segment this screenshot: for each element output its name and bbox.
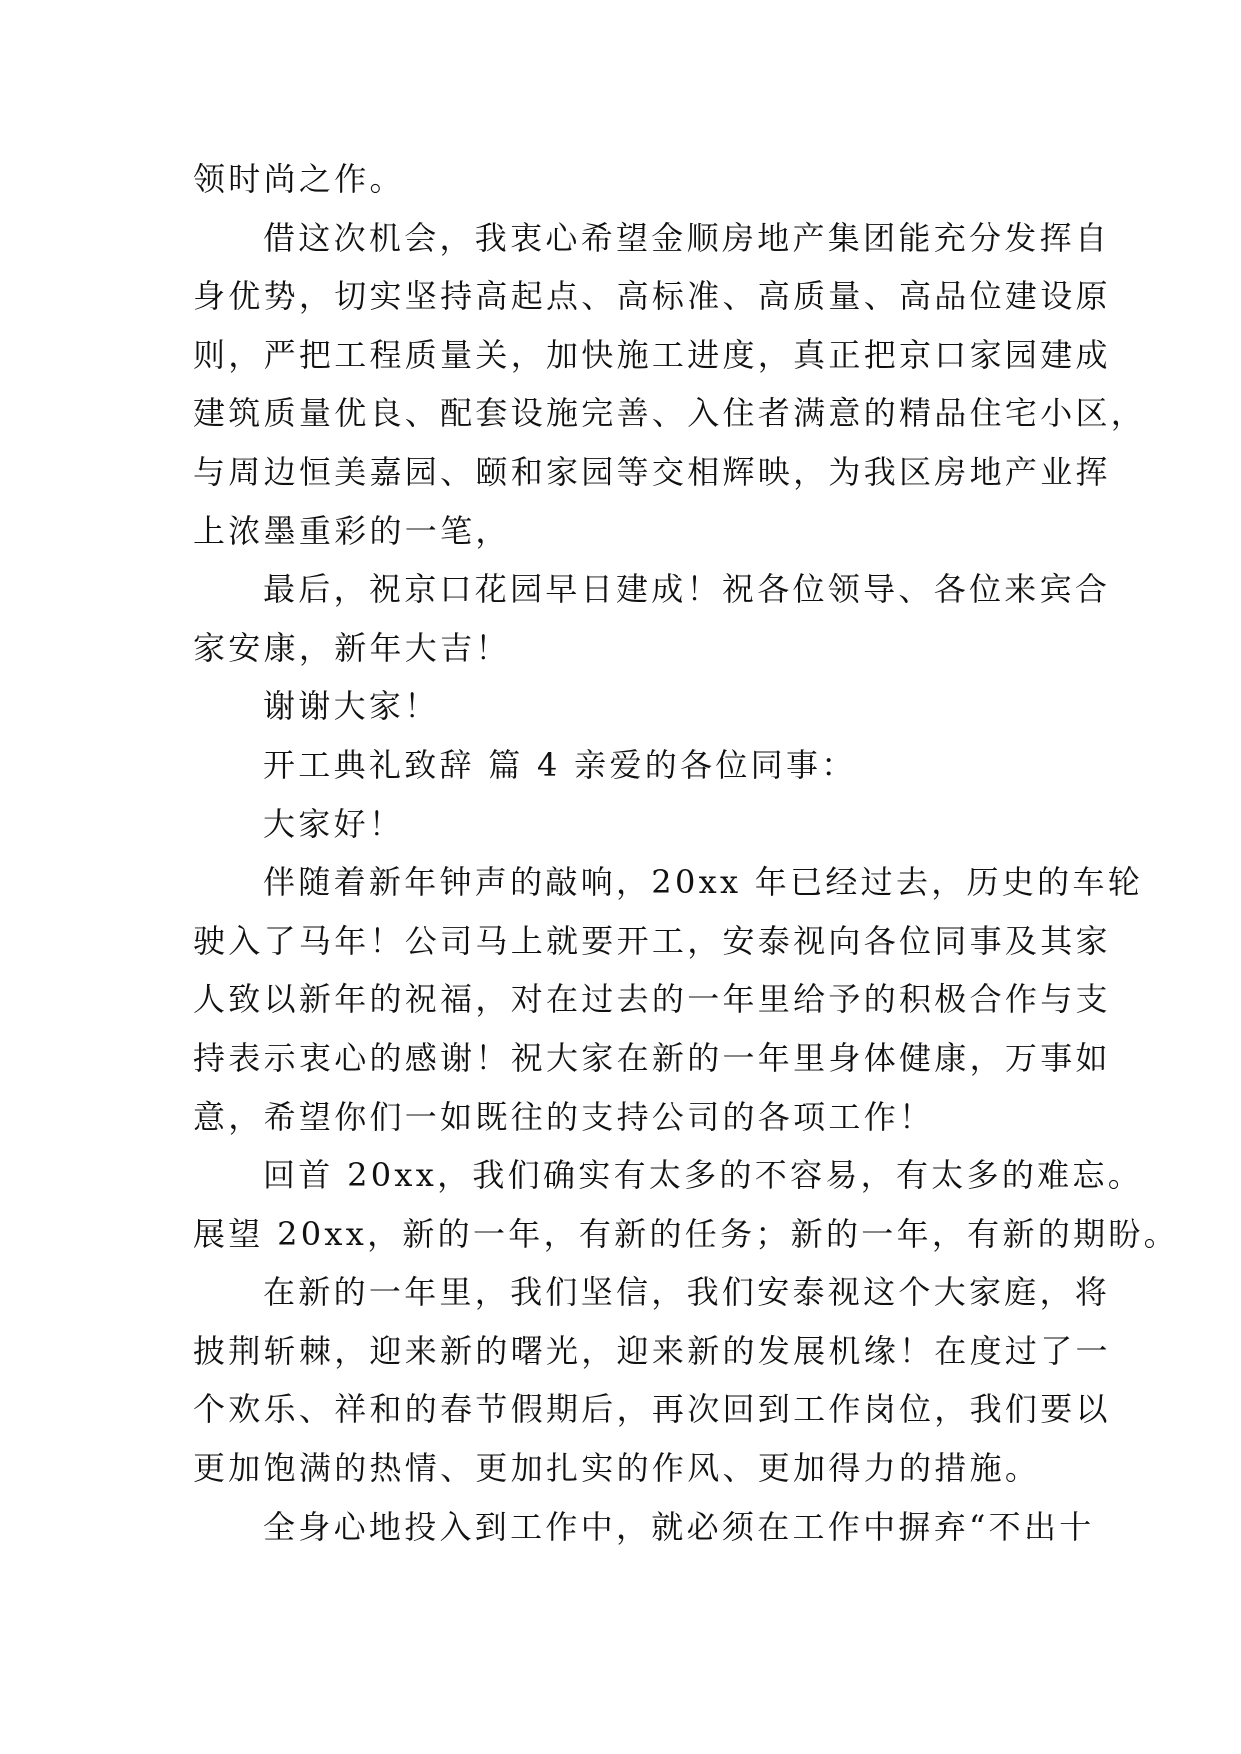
text-line: 披荆斩棘，迎来新的曙光，迎来新的发展机缘！在度过了一 — [193, 1331, 1111, 1370]
text-line: 谢谢大家！ — [263, 687, 440, 726]
text-line: 伴随着新年钟声的敲响，20xx 年已经过去，历史的车轮 — [263, 863, 1144, 902]
body-text — [193, 150, 1179, 1556]
text-line: 人致以新年的祝福，对在过去的一年里给予的积极合作与支 — [193, 980, 1111, 1019]
text-line: 更加饱满的热情、更加扎实的作风、更加得力的措施。 — [193, 1449, 1041, 1488]
section-heading-line: 开工典礼致辞 篇 4 亲爱的各位同事： — [263, 745, 857, 784]
text-line: 在新的一年里，我们坚信，我们安泰视这个大家庭，将 — [263, 1273, 1111, 1312]
text-line: 全身心地投入到工作中，就必须在工作中摒弃“不出十 — [263, 1507, 1095, 1546]
text-line: 身优势，切实坚持高起点、高标准、高质量、高品位建设原 — [193, 277, 1111, 316]
text-line: 最后，祝京口花园早日建成！祝各位领导、各位来宾合 — [263, 570, 1111, 609]
text-line: 领时尚之作。 — [193, 160, 405, 198]
text-line: 驶入了马年！公司马上就要开工，安泰视向各位同事及其家 — [193, 921, 1111, 960]
text-line: 展望 20xx，新的一年，有新的任务；新的一年，有新的期盼。 — [193, 1214, 1179, 1253]
text-line: 回首 20xx，我们确实有太多的不容易，有太多的难忘。 — [263, 1156, 1144, 1195]
text-line: 大家好！ — [263, 804, 405, 843]
text-line: 则，严把工程质量关，加快施工进度，真正把京口家园建成 — [193, 335, 1111, 374]
text-line: 家安康，新年大吉！ — [193, 628, 511, 667]
text-line: 借这次机会，我衷心希望金顺房地产集团能充分发挥自 — [263, 218, 1111, 257]
text-line: 上浓墨重彩的一笔， — [193, 511, 511, 550]
text-line: 个欢乐、祥和的春节假期后，再次回到工作岗位，我们要以 — [193, 1390, 1111, 1429]
text-line: 意，希望你们一如既往的支持公司的各项工作！ — [193, 1097, 935, 1136]
text-line: 持表示衷心的感谢！祝大家在新的一年里身体健康，万事如 — [193, 1038, 1111, 1077]
text-line: 建筑质量优良、配套设施完善、入住者满意的精品住宅小区， — [193, 394, 1147, 433]
text-line: 与周边恒美嘉园、颐和家园等交相辉映，为我区房地产业挥 — [193, 452, 1111, 491]
